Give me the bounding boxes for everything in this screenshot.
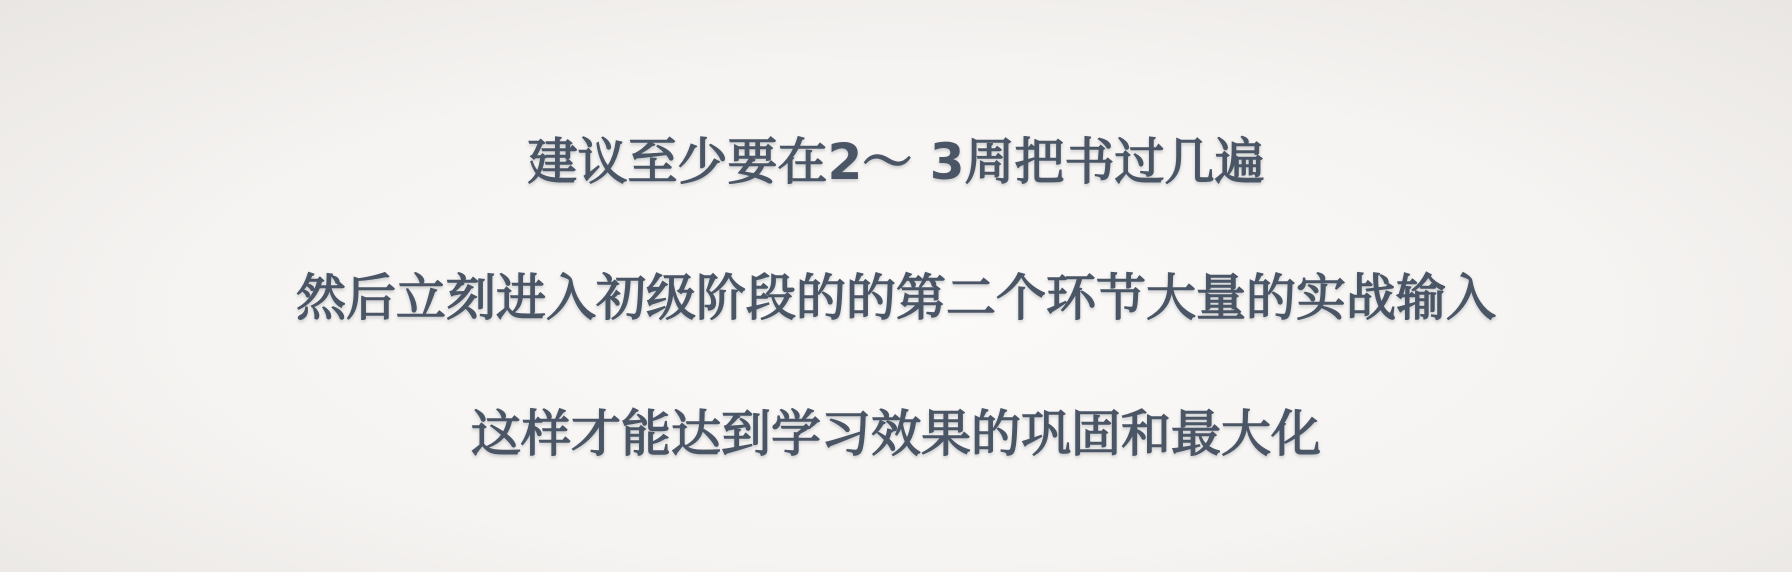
text-line-2: 然后立刻进入初级阶段的的第二个环节大量的实战输入 [296,269,1496,327]
text-line-3: 这样才能达到学习效果的巩固和最大化 [471,405,1321,463]
text-line-1: 建议至少要在2～ 3周把书过几遍 [527,133,1265,191]
